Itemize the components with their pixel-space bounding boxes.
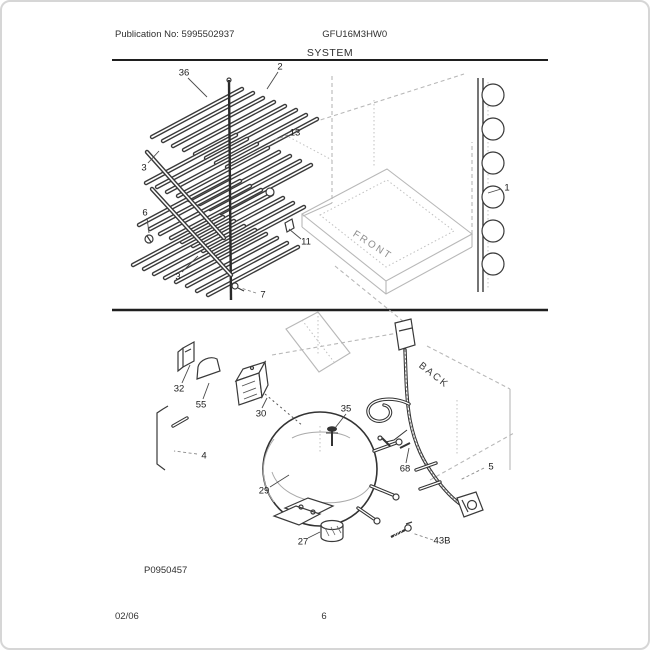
callout-43B: 43B — [433, 535, 451, 547]
callout-29: 29 — [258, 485, 270, 497]
callout-27: 27 — [297, 536, 309, 548]
photo-code: P0950457 — [144, 565, 188, 576]
model-number: GFU16M3HW0 — [322, 29, 388, 40]
front-orientation-label: FRONT — [350, 228, 394, 263]
screw-part-43b — [391, 522, 412, 537]
callout-7: 7 — [260, 289, 266, 301]
callout-4: 4 — [201, 450, 207, 462]
callout-11: 11 — [301, 236, 311, 248]
callout-55: 55 — [195, 399, 207, 411]
callout-68: 68 — [399, 463, 411, 475]
publication-number: Publication No: 5995502937 — [115, 29, 235, 40]
condenser-coil — [478, 78, 504, 292]
back-orientation-label: BACK — [416, 360, 451, 391]
callout-6: 6 — [142, 207, 148, 219]
callout-1: 1 — [504, 182, 510, 194]
callout-35: 35 — [340, 403, 352, 415]
callout-3: 3 — [175, 271, 181, 283]
bracket-part-4 — [157, 406, 187, 470]
wiring-harness — [368, 319, 483, 517]
callout-3: 3 — [141, 162, 147, 174]
callout-32: 32 — [173, 383, 185, 395]
callout-5: 5 — [488, 461, 494, 473]
footer-date: 02/06 — [115, 611, 139, 622]
relay-assembly — [178, 342, 303, 426]
cabinet-outline-top — [289, 74, 472, 322]
grommet-part — [321, 521, 343, 542]
compressor — [263, 412, 402, 526]
page-title: SYSTEM — [306, 47, 354, 59]
callout-36: 36 — [178, 67, 190, 79]
callout-2: 2 — [277, 61, 283, 73]
callout-30: 30 — [255, 408, 267, 420]
evaporator-shelves — [133, 78, 317, 300]
parts-diagram-artwork — [2, 2, 650, 650]
footer-page-number: 6 — [321, 611, 327, 622]
callout-13: 13 — [289, 127, 301, 139]
